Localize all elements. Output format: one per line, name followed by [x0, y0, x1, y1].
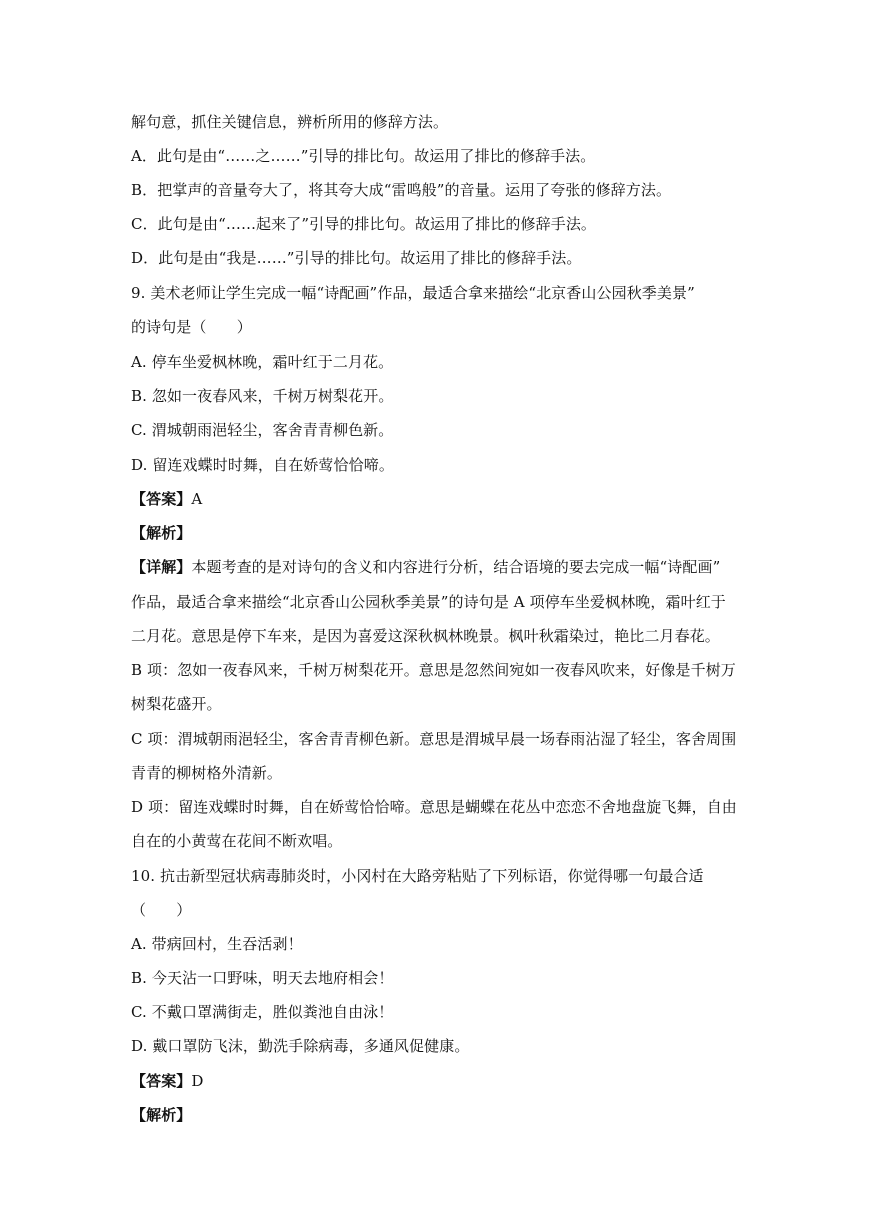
q10-stem-line2: （ ） [131, 901, 192, 919]
q9-detail-line8: D 项：留连戏蝶时时舞，自在娇莺恰恰啼。意思是蝴蝶在花丛中恋恋不舍地盘旋飞舞，自由 [131, 798, 737, 816]
q9-answer-value: A [191, 490, 203, 508]
q10-answer-label: 【答案】 [131, 1072, 192, 1090]
q9-detail-line9: 自在的小黄莺在花间不断欢唱。 [131, 832, 343, 850]
q9-answer [131, 489, 202, 509]
q10-option-d: D. 戴口罩防飞沫，勤洗手除病毒，多通风促健康。 [131, 1037, 470, 1055]
q9-analysis-label: 【解析】 [131, 524, 192, 542]
q9-option-c: C. 渭城朝雨浥轻尘，客舍青青柳色新。 [131, 421, 394, 439]
q9-detail-line1 [131, 557, 720, 577]
q8-analysis-b: B．把掌声的音量夸大了，将其夸大成“雷鸣般”的音量。运用了夸张的修辞方法。 [131, 181, 672, 199]
intro-text: 解句意，抓住关键信息，辨析所用的修辞方法。 [131, 113, 449, 131]
q8-analysis-c: C．此句是由“……起来了”引导的排比句。故运用了排比的修辞手法。 [131, 215, 597, 233]
q9-answer-label: 【答案】 [131, 490, 192, 508]
q9-detail-text: 本题考查的是对诗句的含义和内容进行分析，结合语境的要去完成一幅“诗配画” [191, 558, 721, 576]
q9-detail-line6: C 项：渭城朝雨浥轻尘，客舍青青柳色新。意思是渭城早晨一场春雨沾湿了轻尘，客舍周围 [131, 730, 737, 748]
q9-detail-line2: 作品，最适合拿来描绘“北京香山公园秋季美景”的诗句是 A 项停车坐爱枫林晚，霜叶红于 [131, 593, 726, 611]
q10-answer-value: D [191, 1072, 204, 1090]
q9-detail-line3: 二月花。意思是停下车来，是因为喜爱这深秋枫林晚景。枫叶秋霜染过，艳比二月春花。 [131, 627, 720, 645]
q10-answer [131, 1071, 204, 1091]
q10-analysis-label: 【解析】 [131, 1106, 192, 1124]
q9-stem-line1: 9. 美术老师让学生完成一幅“诗配画”作品，最适合拿来描绘“北京香山公园秋季美景” [131, 284, 695, 302]
q10-option-b: B. 今天沾一口野味，明天去地府相会！ [131, 969, 394, 987]
q9-option-d: D. 留连戏蝶时时舞，自在娇莺恰恰啼。 [131, 456, 394, 474]
q10-stem-line1: 10. 抗击新型冠状病毒肺炎时，小冈村在大路旁粘贴了下列标语，你觉得哪一句最合适 [131, 867, 704, 885]
q10-option-c: C. 不戴口罩满街走，胜似粪池自由泳！ [131, 1003, 394, 1021]
q9-option-b: B. 忽如一夜春风来，千树万树梨花开。 [131, 387, 394, 405]
q8-analysis-a: A．此句是由“……之……”引导的排比句。故运用了排比的修辞手法。 [131, 147, 596, 165]
q10-option-a: A. 带病回村，生吞活剥！ [131, 935, 303, 953]
q9-detail-line5: 树梨花盛开。 [131, 695, 222, 713]
q9-detail-line7: 青青的柳树格外清新。 [131, 764, 283, 782]
q9-stem-line2: 的诗句是（ ） [131, 318, 252, 336]
q9-detail-line4: B 项：忽如一夜春风来，千树万树梨花开。意思是忽然间宛如一夜春风吹来，好像是千树万 [131, 661, 736, 679]
q9-detail-label: 【详解】 [131, 558, 192, 576]
q9-option-a: A. 停车坐爱枫林晚，霜叶红于二月花。 [131, 353, 394, 371]
q8-analysis-d: D．此句是由“我是……”引导的排比句。故运用了排比的修辞手法。 [131, 249, 582, 267]
